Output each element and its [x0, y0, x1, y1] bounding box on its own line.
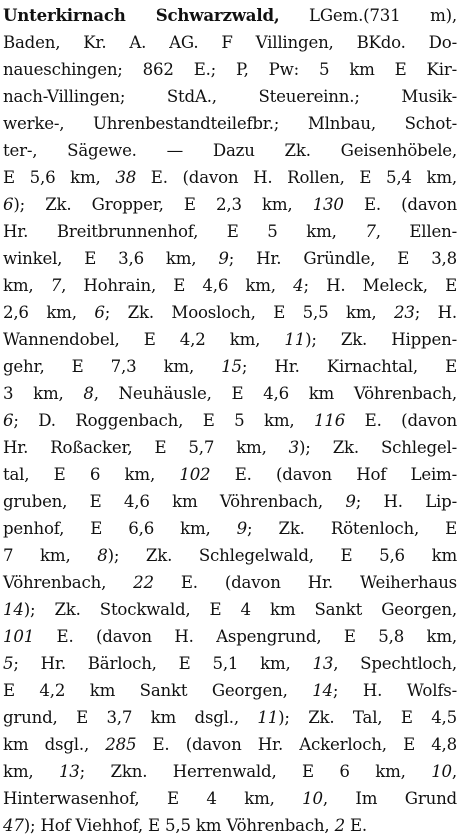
entry-line [3, 623, 457, 650]
entry-text: 3 km, [3, 384, 84, 403]
entry-text: ; Hr. Kirnachtal, E [241, 357, 458, 376]
entry-text: tal, E 6 km, [3, 465, 180, 484]
entry-text: naueschingen; 862 E.; P, Pw: 5 km E Kir- [3, 60, 457, 79]
entry-line [3, 758, 457, 785]
entry-text: werke-, Uhrenbestandteilefbr.; Mlnbau, Schot- [3, 114, 457, 133]
entry-text: , Ellen- [375, 222, 457, 241]
entry-text: 22 [133, 573, 154, 592]
entry-text: 130 [312, 195, 344, 214]
entry-text: 2,6 km, [3, 303, 95, 322]
entry-text: km, [3, 276, 51, 295]
entry-text: 10 [302, 789, 323, 808]
entry-text: ); Zk. Stockwald, E 4 km Sankt Georgen, [23, 600, 457, 619]
entry-text: ; Zk. Rötenloch, E [247, 519, 458, 538]
entry-text: ; H. [414, 303, 457, 322]
entry-line [3, 569, 457, 596]
entry-text: 8 [97, 546, 108, 565]
entry-text: ); Zk. Schlegel- [299, 438, 457, 457]
entry-line [3, 164, 457, 191]
entry-text: ter-, Sägewe. — Dazu Zk. Geisenhöbele, [3, 141, 457, 160]
entry-text: Hr. Breitbrunnenhof, E 5 km, [3, 222, 366, 241]
entry-text: 6 [3, 411, 14, 430]
entry-text: E 5,6 km, [3, 168, 116, 187]
entry-text: E. (davon Hr. Ackerloch, E 4,8 [136, 735, 457, 754]
entry-text: 2 [334, 816, 345, 835]
entry-text: ); Zk. Tal, E 4,5 [278, 708, 457, 727]
entry-text: E. (davon H. Rollen, E 5,4 km, [136, 168, 457, 187]
entry-line [3, 677, 457, 704]
entry-text: E. (davon [345, 411, 458, 430]
entry-line [3, 299, 457, 326]
entry-line [3, 488, 457, 515]
entry-text: , [451, 762, 457, 781]
entry-line [3, 56, 457, 83]
entry-text: Wannendobel, E 4,2 km, [3, 330, 285, 349]
entry-text: 38 [115, 168, 137, 187]
entry-line [3, 353, 457, 380]
entry-text: km dsgl., [3, 735, 106, 754]
entry-text: ; H. Wolfs- [332, 681, 457, 700]
entry-line [3, 245, 457, 272]
headword: Unterkirnach Schwarzwald, [3, 5, 280, 25]
entry-text: gruben, E 4,6 km Vöhrenbach, [3, 492, 346, 511]
entry-text: 6 [94, 303, 105, 322]
entry-text: 13 [312, 654, 334, 673]
entry-text: Baden, Kr. A. AG. F Villingen, BKdo. Do- [3, 33, 457, 52]
entry-text: E. (davon H. Aspengrund, E 5,8 km, [34, 627, 457, 646]
entry-line [3, 704, 457, 731]
entry-line [3, 785, 457, 812]
entry-text: penhof, E 6,6 km, [3, 519, 237, 538]
entry-line [3, 461, 457, 488]
entry-text: ); Zk. Gropper, E 2,3 km, [13, 195, 313, 214]
entry-text: 15 [221, 357, 242, 376]
entry-text: ); Zk. Schlegelwald, E 5,6 km [107, 546, 457, 565]
entry-text: ; H. Meleck, E [303, 276, 457, 295]
entry-text: ; D. Roggenbach, E 5 km, [13, 411, 315, 430]
entry-line [3, 434, 457, 461]
entry-line [3, 812, 457, 839]
entry-line [3, 515, 457, 542]
entry-text: 9 [218, 249, 229, 268]
entry-text: 14 [3, 600, 24, 619]
entry-text: 6 [3, 195, 14, 214]
entry-line [3, 380, 457, 407]
entry-text: nach-Villingen; StdA., Steuereinn.; Musik- [3, 87, 457, 106]
entry-text: 4 [293, 276, 304, 295]
entry-text: 47 [3, 816, 24, 835]
entry-text: 10 [431, 762, 452, 781]
entry-text: grund, E 3,7 km dsgl., [3, 708, 258, 727]
entry-line [3, 731, 457, 758]
entry-text: ); Zk. Hippen- [305, 330, 457, 349]
entry-text: 8 [83, 384, 94, 403]
entry-text: ; Zkn. Herrenwald, E 6 km, [79, 762, 432, 781]
entry-text: 9 [345, 492, 356, 511]
entry-text: ; H. Lip- [355, 492, 457, 511]
entry-text: 116 [314, 411, 346, 430]
entry-text: km, [3, 762, 59, 781]
entry-text: LGem.(731 m), [279, 6, 457, 25]
entry-text: E. (davon Hof Leim- [210, 465, 457, 484]
entry-text: 11 [257, 708, 279, 727]
entry-line [3, 650, 457, 677]
entry-text: Vöhrenbach, [3, 573, 134, 592]
entry-text: gehr, E 7,3 km, [3, 357, 222, 376]
entry-text: Hinterwasenhof, E 4 km, [3, 789, 303, 808]
entry-text: ; Hr. Bärloch, E 5,1 km, [13, 654, 313, 673]
entry-line [3, 83, 457, 110]
entry-text: 11 [284, 330, 306, 349]
entry-text: , Im Grund [322, 789, 457, 808]
entry-text: E. (davon Hr. Weiherhaus [153, 573, 457, 592]
entry-text: 7 km, [3, 546, 98, 565]
entry-text: 13 [58, 762, 80, 781]
entry-line [3, 272, 457, 299]
entry-text: 285 [105, 735, 137, 754]
entry-line [3, 326, 457, 353]
entry-line [3, 542, 457, 569]
entry-line [3, 29, 457, 56]
entry-text: , Neuhäusle, E 4,6 km Vöhrenbach, [93, 384, 457, 403]
entry-text: 5 [3, 654, 14, 673]
entry-text: 14 [312, 681, 333, 700]
entry-text: E 4,2 km Sankt Georgen, [3, 681, 313, 700]
entry-text: 3 [288, 438, 300, 457]
entry-line [3, 2, 457, 29]
entry-text: , Hohrain, E 4,6 km, [61, 276, 294, 295]
entry-text: winkel, E 3,6 km, [3, 249, 219, 268]
entry-text: ; Zk. Moosloch, E 5,5 km, [104, 303, 394, 322]
entry-line [3, 407, 457, 434]
entry-text: 102 [179, 465, 211, 484]
entry-text: 9 [236, 519, 248, 538]
entry-text: 101 [3, 627, 35, 646]
entry-line [3, 137, 457, 164]
entry-text: E. [344, 816, 367, 835]
entry-text: , Spechtloch, [333, 654, 457, 673]
entry-line [3, 191, 457, 218]
gazetteer-entry [3, 2, 457, 839]
entry-line [3, 596, 457, 623]
entry-text: ); Hof Viehhof, E 5,5 km Vöhrenbach, [23, 816, 335, 835]
entry-line [3, 218, 457, 245]
entry-text: ; Hr. Gründle, E 3,8 [228, 249, 457, 268]
entry-line [3, 110, 457, 137]
entry-text: 23 [394, 303, 415, 322]
entry-text: E. (davon [343, 195, 457, 214]
entry-text: 7 [365, 222, 376, 241]
entry-text: 7 [50, 276, 62, 295]
entry-text: Hr. Roßacker, E 5,7 km, [3, 438, 289, 457]
